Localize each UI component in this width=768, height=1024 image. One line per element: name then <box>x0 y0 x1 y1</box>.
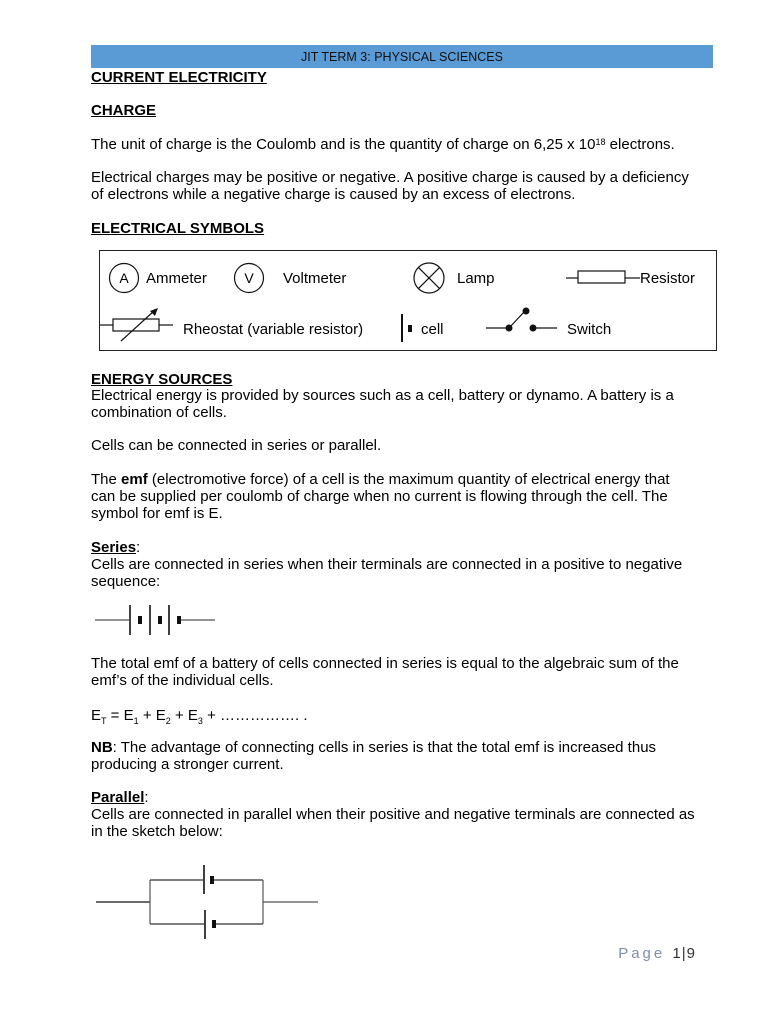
emf-paragraph: The emf (electromotive force) of a cell is the maximum quantity of electrical energy that can be supplied per coulomb of charge when no current is flowing through the cell. The symbol for emf is E. <box>91 471 670 522</box>
page-number: Page 1|9 <box>618 945 696 962</box>
voltmeter-label: Voltmeter <box>283 270 347 287</box>
lamp-icon <box>412 261 446 295</box>
header-title: JIT TERM 3: PHYSICAL SCIENCES <box>301 50 503 64</box>
resistor-icon <box>565 266 641 286</box>
heading-electrical-symbols: ELECTRICAL SYMBOLS <box>91 220 265 237</box>
parallel-paragraph: Cells are connected in parallel when their positive and negative terminals are connected as in the sketch below: <box>91 806 695 840</box>
nb-paragraph: NB: The advantage of connecting cells in series is that the total emf is increased thus producing a stronger current. <box>91 739 657 773</box>
cell-icon <box>399 312 419 344</box>
title-current-electricity: CURRENT ELECTRICITY <box>91 69 267 86</box>
energy-paragraph-2: Cells can be connected in series or parallel. <box>91 437 382 454</box>
heading-energy-sources: ENERGY SOURCES <box>91 371 233 388</box>
page-header-bar <box>91 45 713 68</box>
switch-icon <box>485 305 560 337</box>
ammeter-label: Ammeter <box>146 270 207 287</box>
heading-series: Series: <box>91 539 141 556</box>
total-emf-paragraph: The total emf of a battery of cells connected in series is equal to the algebraic sum of the emf’s of the individual cells. <box>91 655 679 689</box>
rheostat-label: Rheostat (variable resistor) <box>183 321 364 338</box>
rheostat-icon <box>99 306 179 344</box>
emf-formula: $E_T = E_1 + E_2 + E_3$ + ……………. . <box>91 707 308 726</box>
energy-paragraph-1: Electrical energy is provided by sources such as a cell, battery or dynamo. A battery is a combination of cells. <box>91 387 674 421</box>
cell-label: cell <box>421 321 444 338</box>
ammeter-glyph: A <box>119 270 129 286</box>
resistor-label: Resistor <box>640 270 696 287</box>
heading-parallel: Parallel: <box>91 789 149 806</box>
lamp-label: Lamp <box>457 270 495 287</box>
heading-charge: CHARGE <box>91 102 157 119</box>
parallel-cells-diagram <box>93 860 323 945</box>
voltmeter-glyph: V <box>244 270 254 286</box>
series-paragraph: Cells are connected in series when their terminals are connected in a positive to negative sequence: <box>91 556 683 590</box>
charge-paragraph-2: Electrical charges may be positive or negative. A positive charge is caused by a deficiency of electrons while a negative charge is caused by an excess of electrons. <box>91 169 689 203</box>
switch-label: Switch <box>567 321 612 338</box>
series-cells-diagram <box>93 603 218 637</box>
charge-paragraph-1: The unit of charge is the Coulomb and is the quantity of charge on 6,25 x $10^{18}$ electrons. <box>91 136 675 153</box>
